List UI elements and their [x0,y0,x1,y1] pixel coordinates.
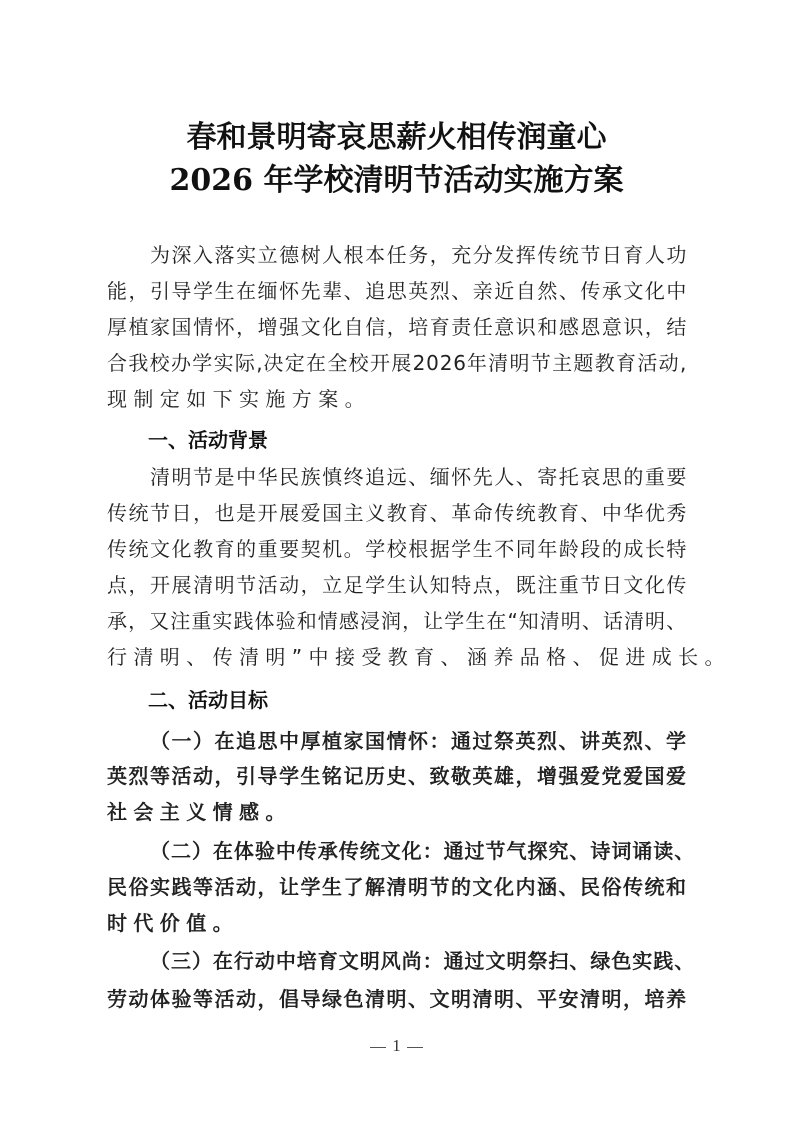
page-number: 1 [392,1036,401,1055]
page-footer [0,1036,793,1056]
intro-line: 能 ， 引 导 学 生 在 缅 怀 先 辈 、 追 思 英 烈 、 亲 近 自 然 、 传 承 文 化 中 [107,279,687,303]
goal-3-line: （ 三 ） 在 行 动 中 培 育 文 明 风 尚 ： 通 过 文 明 祭 扫 、 绿 色 实 践 、 [150,949,695,973]
intro-line: 现制定如下实施方案。 [107,387,371,411]
section1-line: 清 明 节 是 中 华 民 族 慎 终 追 远 、 缅 怀 先 人 、 寄 托 哀 思 的 重 要 [150,465,687,489]
document-title-line-1: 春和景明寄哀思薪火相传润童心 [186,120,607,155]
footer-dash-left [370,1047,386,1048]
goal-2-line: 时代价值。 [107,911,239,935]
goal-2-line: 民 俗 实 践 等 活 动 ， 让 学 生 了 解 清 明 节 的 文 化 内 涵 、 民 俗 传 统 和 [107,875,686,899]
section1-line: 行清明、传清明”中接受教育、涵养品格、促进成长。 [107,645,731,669]
goal-2-line: （ 二 ） 在 体 验 中 传 承 传 统 文 化 ： 通 过 节 气 探 究 、 诗 词 诵 读 、 [150,839,695,863]
section-heading-background: 一、活动背景 [148,428,268,452]
section1-line: 承 ， 又 注 重 实 践 体 验 和 情 感 浸 润 ， 让 学 生 在 “ 知 清 明 、 话 清 明 、 [107,609,687,633]
section1-line: 传 统 节 日 ， 也 是 开 展 爱 国 主 义 教 育 、 革 命 传 统 教 育 、 中 华 优 秀 [107,501,687,525]
intro-line: 为 深 入 落 实 立 德 树 人 根 本 任 务 ， 充 分 发 挥 传 统 节 日 育 人 功 [150,243,687,267]
section1-line: 点 ， 开 展 清 明 节 活 动 ， 立 足 学 生 认 知 特 点 ， 既 注 重 节 日 文 化 传 [107,573,687,597]
goal-1-line: 英 烈 等 活 动 ， 引 导 学 生 铭 记 历 史 、 致 敬 英 雄 ， 增 强 爱 党 爱 国 爱 [107,764,686,788]
intro-line: 合 我 校 办 学 实 际 , 决 定 在 全 校 开 展 2 0 2 6 年 清 明 节 主 题 教 育 活 动 , [107,351,687,375]
intro-line: 厚 植 家 国 情 怀 ， 增 强 文 化 自 信 ， 培 育 责 任 意 识 和 感 恩 意 识 ， 结 [107,315,687,339]
document-title-line-2: 2026 年学校清明节活动实施方案 [169,163,624,198]
section1-line: 传 统 文 化 教 育 的 重 要 契 机 。 学 校 根 据 学 生 不 同 年 龄 段 的 成 长 特 [107,537,687,561]
goal-3-line: 劳 动 体 验 等 活 动 ， 倡 导 绿 色 清 明 、 文 明 清 明 、 平 安 清 明 ， 培 养 [107,987,686,1011]
goal-1-line: 社会主义情感。 [107,800,292,824]
goal-1-line: （ 一 ） 在 追 思 中 厚 植 家 国 情 怀 ： 通 过 祭 英 烈 、 讲 英 烈 、 学 [150,729,686,753]
section-heading-goals: 二、活动目标 [148,688,268,712]
footer-dash-right [407,1047,423,1048]
